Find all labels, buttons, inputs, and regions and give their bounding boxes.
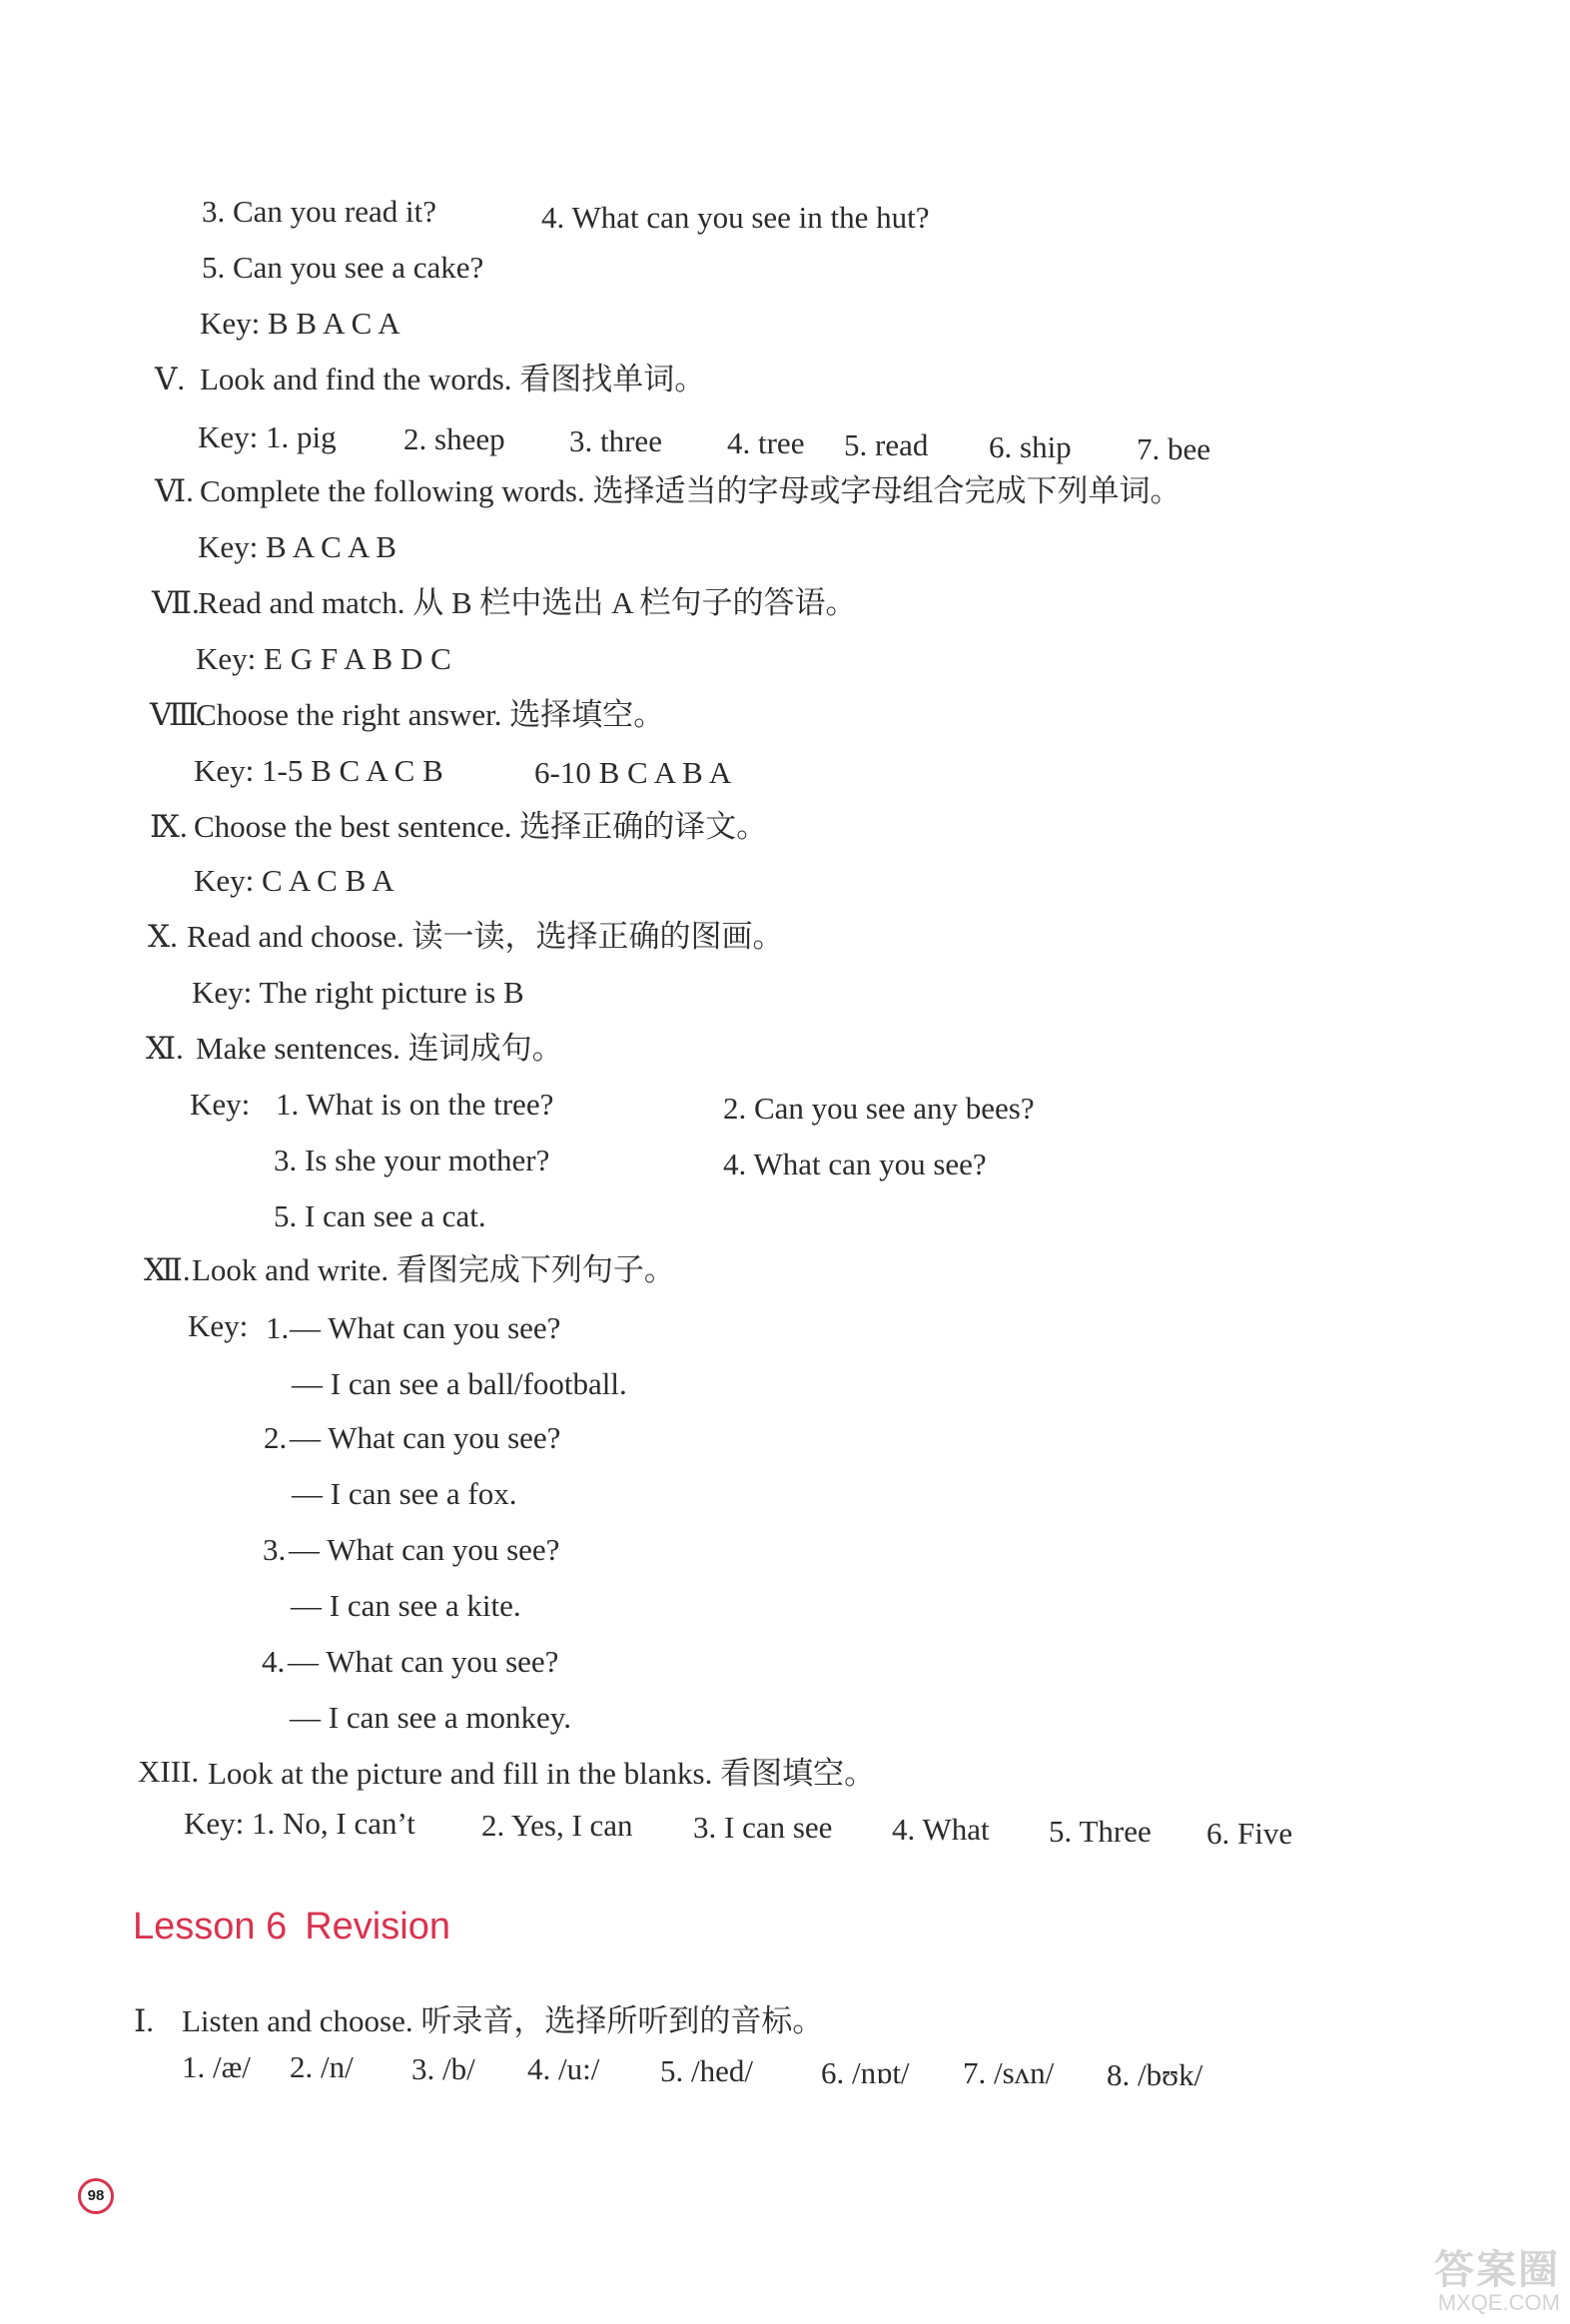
dialogue-number: 1. bbox=[266, 1310, 290, 1345]
section-title: Choose the right answer. 选择填空。 bbox=[196, 697, 665, 732]
section-title: Read and match. 从 B 栏中选出 A 栏句子的答语。 bbox=[198, 585, 857, 620]
section-number: Ⅷ. bbox=[150, 697, 207, 732]
dialogue-number: 2. bbox=[264, 1420, 288, 1455]
section-number: Ⅰ. bbox=[134, 2003, 154, 2038]
dialogue-answer: — I can see a monkey. bbox=[290, 1700, 572, 1735]
answer-item: 2. Yes, I can bbox=[481, 1808, 633, 1843]
answer-key: Key: B B A C A bbox=[200, 306, 400, 341]
section-title: Complete the following words. 选择适当的字母或字母组合完成下列单词。 bbox=[200, 473, 1181, 508]
section-number: Ⅴ. bbox=[155, 362, 186, 396]
answer-key-label: Key: bbox=[190, 1087, 251, 1122]
phonetic-item: 3. /b/ bbox=[411, 2051, 475, 2086]
dialogue-question: — What can you see? bbox=[288, 1644, 559, 1679]
answer-key: Key: 1. pig bbox=[198, 419, 337, 454]
answer-item: 6. ship bbox=[989, 429, 1072, 464]
answer-key: Key: 1-5 B C A C B bbox=[194, 753, 443, 788]
phonetic-item: 6. /nɒt/ bbox=[821, 2055, 910, 2090]
dialogue-number: 4. bbox=[262, 1644, 286, 1679]
section-title: Listen and choose. 听录音，选择所听到的音标。 bbox=[182, 2003, 824, 2038]
answer-item: 4. What can you see? bbox=[723, 1147, 987, 1181]
phonetic-item: 4. /u:/ bbox=[527, 2051, 600, 2086]
section-title: Choose the best sentence. 选择正确的译文。 bbox=[194, 809, 768, 844]
answer-item: 4. What bbox=[892, 1812, 990, 1847]
question-5: 5. Can you see a cake? bbox=[202, 250, 484, 285]
answer-item: 4. tree bbox=[727, 425, 805, 460]
watermark-logo: 答案圈 bbox=[1434, 2248, 1560, 2292]
question-3: 3. Can you read it? bbox=[202, 194, 437, 229]
answer-key-label: Key: bbox=[188, 1308, 249, 1343]
section-title: Look at the picture and fill in the blanks. 看图填空。 bbox=[208, 1756, 876, 1791]
answer-key: Key: E G F A B D C bbox=[196, 641, 451, 676]
answer-key: Key: The right picture is B bbox=[192, 975, 524, 1010]
watermark-url: MXQE.COM bbox=[1437, 2290, 1560, 2315]
section-number: Ⅸ. bbox=[150, 809, 188, 844]
answer-item: 5. read bbox=[844, 427, 929, 462]
section-number: Ⅶ. bbox=[152, 585, 200, 620]
lesson-title: Lesson 6 bbox=[133, 1906, 288, 1947]
section-number: Ⅻ. bbox=[144, 1252, 191, 1287]
answer-key: Key: 1. No, I can’t bbox=[184, 1806, 415, 1841]
section-number: Ⅵ. bbox=[155, 473, 194, 508]
answer-item: 3. three bbox=[569, 423, 662, 458]
section-title: Look and find the words. 看图找单词。 bbox=[200, 362, 706, 396]
answer-item: 3. Is she your mother? bbox=[274, 1143, 550, 1177]
section-title: Read and choose. 读一读，选择正确的图画。 bbox=[187, 919, 784, 954]
section-number: Ⅺ. bbox=[146, 1031, 184, 1066]
dialogue-number: 3. bbox=[263, 1532, 287, 1567]
page-number: 98 bbox=[78, 2178, 114, 2214]
answer-item: 6. Five bbox=[1206, 1816, 1293, 1851]
section-title: Look and write. 看图完成下列句子。 bbox=[192, 1252, 675, 1287]
phonetic-item: 1. /æ/ bbox=[182, 2049, 251, 2084]
answer-item: 2. Can you see any bees? bbox=[723, 1091, 1035, 1126]
dialogue-question: — What can you see? bbox=[289, 1532, 560, 1567]
answer-key: Key: C A C B A bbox=[194, 863, 394, 898]
dialogue-question: — What can you see? bbox=[290, 1420, 561, 1455]
phonetic-item: 8. /bʊk/ bbox=[1107, 2057, 1203, 2092]
section-title: Make sentences. 连词成句。 bbox=[196, 1031, 563, 1066]
section-number: Ⅹ. bbox=[148, 919, 178, 954]
lesson-subtitle: Revision bbox=[305, 1906, 450, 1947]
phonetic-item: 7. /sʌn/ bbox=[963, 2055, 1055, 2090]
watermark bbox=[1360, 2248, 1560, 2318]
answer-item: 3. I can see bbox=[693, 1810, 833, 1845]
phonetic-item: 5. /hed/ bbox=[660, 2053, 753, 2088]
phonetic-item: 2. /n/ bbox=[290, 2049, 354, 2084]
answer-key-2: 6-10 B C A B A bbox=[534, 755, 732, 790]
answer-item: 5. Three bbox=[1049, 1814, 1152, 1849]
answer-item: 2. sheep bbox=[403, 421, 505, 456]
dialogue-question: — What can you see? bbox=[290, 1310, 561, 1345]
question-4: 4. What can you see in the hut? bbox=[541, 200, 930, 235]
answer-item: 5. I can see a cat. bbox=[274, 1198, 486, 1233]
dialogue-answer: — I can see a ball/football. bbox=[292, 1366, 627, 1401]
dialogue-answer: — I can see a kite. bbox=[291, 1588, 521, 1623]
section-number: XIII. bbox=[138, 1754, 200, 1789]
answer-item: 1. What is on the tree? bbox=[276, 1087, 554, 1122]
answer-key: Key: B A C A B bbox=[198, 529, 396, 564]
lesson-heading bbox=[133, 1906, 450, 1948]
answer-item: 7. bee bbox=[1137, 431, 1211, 466]
dialogue-answer: — I can see a fox. bbox=[292, 1476, 517, 1511]
